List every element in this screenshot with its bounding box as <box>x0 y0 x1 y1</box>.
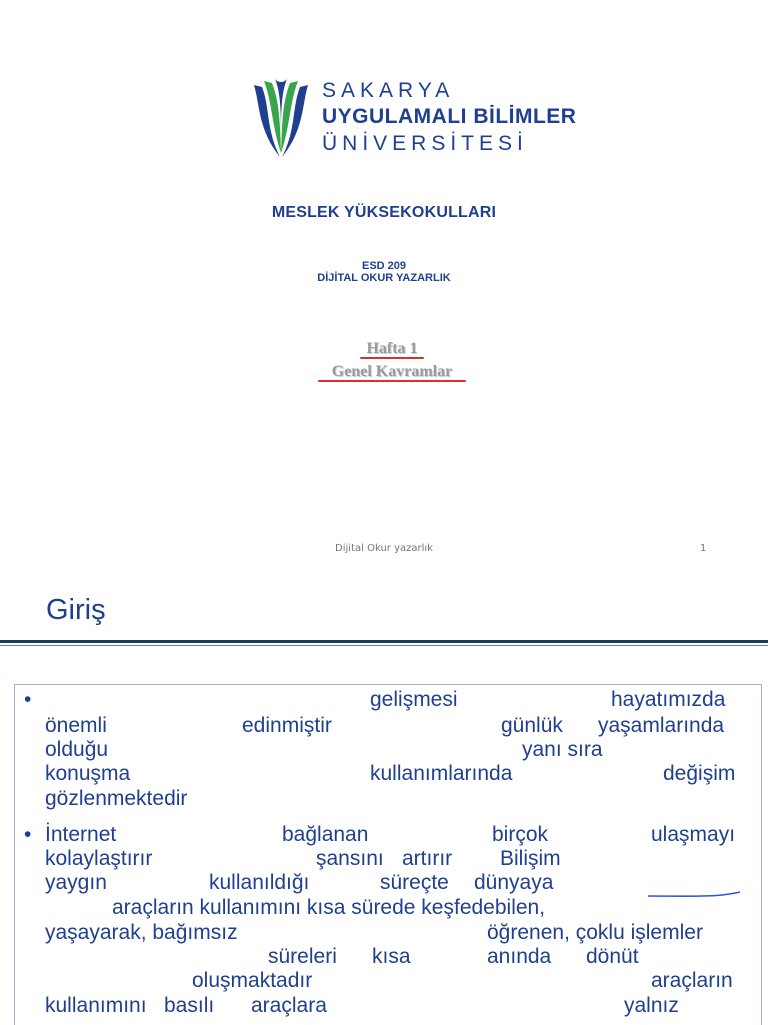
logo-line-2: UYGULAMALI BİLİMLER <box>322 105 577 128</box>
slide-1-title: MESLEK YÜKSEKOKULLARI <box>271 204 497 221</box>
word: bağlanan <box>282 823 369 846</box>
bullet-marker-2: • <box>24 823 32 846</box>
course-code: ESD 209 <box>361 260 407 272</box>
word: araçların <box>651 969 733 992</box>
word: Bilişim <box>500 847 561 870</box>
slide-footer: Dijital Okur yazarlık <box>335 543 433 554</box>
word: gelişmesi <box>370 688 458 711</box>
slide-number: 1 <box>700 543 707 554</box>
word: yalnız <box>624 994 679 1017</box>
word: önemli <box>45 714 107 737</box>
word: kullanımlarında <box>370 762 513 785</box>
week-label: Hafta 1 <box>366 340 418 357</box>
bullet-marker-1: • <box>24 688 32 711</box>
logo-line-3: ÜNİVERSİTESİ <box>322 132 528 155</box>
word: şansını <box>316 847 384 870</box>
word: yanı sıra <box>522 738 603 761</box>
week-underline <box>360 357 424 359</box>
word: kolaylaştırır <box>45 847 153 870</box>
course-name: DİJİTAL OKUR YAZARLIK <box>317 272 451 284</box>
word: günlük <box>501 714 563 737</box>
word: hayatımızda <box>611 688 726 711</box>
topic-underline <box>318 380 466 382</box>
word: olduğu <box>45 738 109 761</box>
word: yaygın <box>45 871 107 894</box>
word: İnternet <box>45 823 117 846</box>
logo-emblem-icon <box>250 75 312 159</box>
word: araçlara <box>251 994 327 1017</box>
title-rule <box>0 640 768 643</box>
word: süreleri <box>268 945 337 968</box>
word: oluşmaktadır <box>192 969 313 992</box>
topic-label: Genel Kavramlar <box>331 363 453 380</box>
word: süreçte <box>380 871 449 894</box>
word: anında <box>487 945 552 968</box>
university-logo <box>250 75 600 165</box>
word: gözlenmektedir <box>45 787 188 810</box>
word: basılı <box>164 994 215 1017</box>
title-rule-thin <box>0 645 768 646</box>
word: öğrenen, çoklu işlemler <box>487 921 703 944</box>
word: değişim <box>663 762 736 785</box>
word: konuşma <box>45 762 131 785</box>
word: ulaşmayı <box>651 823 736 846</box>
word: yaşamlarında <box>598 714 725 737</box>
logo-line-1: SAKARYA <box>322 79 455 102</box>
word: kısa <box>372 945 411 968</box>
word: araçların kullanımını kısa sürede keşfedebilen, <box>112 896 546 919</box>
word: edinmiştir <box>242 714 332 737</box>
word: kullanımını <box>45 994 147 1017</box>
word: birçok <box>492 823 549 846</box>
slide-2-title: Giriş <box>46 594 106 626</box>
word: dünyaya <box>474 871 554 894</box>
word: artırır <box>402 847 453 870</box>
pen-stroke-annotation <box>646 890 742 900</box>
word: kullanıldığı <box>209 871 310 894</box>
word: dönüt <box>586 945 639 968</box>
word: yaşayarak, bağımsız <box>45 921 238 944</box>
